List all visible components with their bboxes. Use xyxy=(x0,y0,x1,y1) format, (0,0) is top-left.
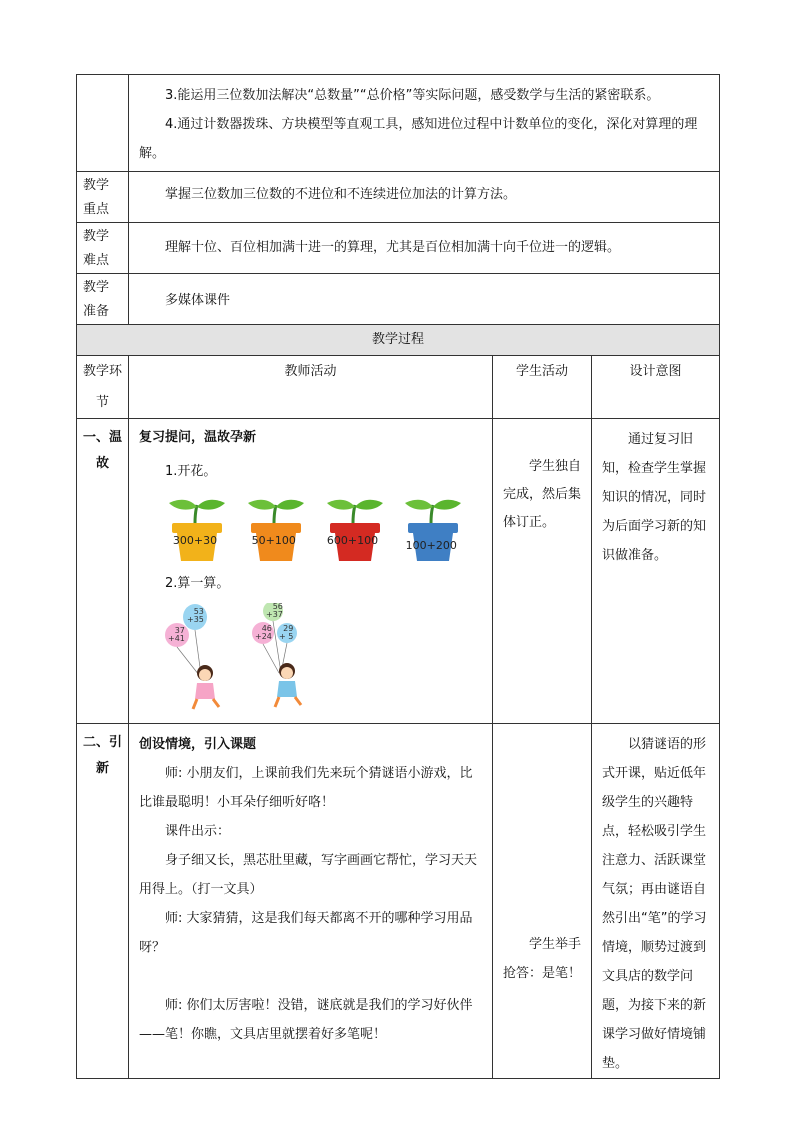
key-points-row xyxy=(77,172,720,223)
objective-4: 4.通过计数器拨珠、方块模型等直观工具，感知进位过程中计数单位的变化，深化对算理的理解。 xyxy=(139,117,698,161)
section1-intent: 通过复习旧知，检查学生掌握知识的情况，同时为后面学习新的知识做准备。 xyxy=(602,432,707,563)
preparation-row xyxy=(77,274,720,325)
section2-p5: 师: 你们太厉害啦！没错，谜底就是我们的学习好伙伴——笔！你瞧，文具店里就摆着好多笔呢！ xyxy=(139,998,473,1042)
section2-p3: 身子细又长，黑芯肚里藏，写字画画它帮忙，学习天天用得上。（打一文具） xyxy=(139,853,478,897)
task1-label: 1.开花。 xyxy=(165,464,217,479)
header-teacher: 教师活动 xyxy=(129,356,493,419)
balloon-2: 37 +41 xyxy=(168,626,185,643)
balloon-illustration xyxy=(163,603,482,715)
lesson-plan-page xyxy=(76,74,719,1079)
header-stage: 教学环节 xyxy=(77,356,129,419)
balloon-4: 46 +24 xyxy=(255,624,272,641)
key-points-label: 教学 重点 xyxy=(77,172,129,223)
process-title: 教学过程 xyxy=(77,325,720,356)
process-title-row xyxy=(77,325,720,356)
flower-pots xyxy=(167,493,482,565)
section2-stage: 二、引新 xyxy=(77,724,129,1079)
lesson-plan-table xyxy=(76,74,720,1079)
section1-heading: 复习提问，温故孕新 xyxy=(139,430,257,445)
section2-intent: 以猜谜语的形式开课，贴近低年级学生的兴趣特点，轻松吸引学生注意力、活跃课堂气氛；再由谜语自然引出“笔”的学习情境，顺势过渡到文具店的数学问题，为接下来的新课学习做好情境铺垫。 xyxy=(602,737,707,1071)
section2-student: 学生举手抢答：是笔！ xyxy=(503,937,582,981)
flower-pot-3 xyxy=(325,493,404,565)
header-intent: 设计意图 xyxy=(592,356,720,419)
balloon-1: 53 +35 xyxy=(187,607,204,624)
section1-row xyxy=(77,419,720,724)
section2-p1: 师: 小朋友们，上课前我们先来玩个猜谜语小游戏，比比谁最聪明！小耳朵仔细听好咯！ xyxy=(139,766,473,810)
pot-expression-4: 100+200 xyxy=(405,539,457,552)
pot-expression-2: 50+100 xyxy=(251,534,296,547)
difficulties-text: 理解十位、百位相加满十进一的算理，尤其是百位相加满十向千位进一的逻辑。 xyxy=(165,240,621,255)
flower-pot-2 xyxy=(246,493,325,565)
section2-p4: 师: 大家猜猜，这是我们每天都离不开的哪种学习用品呀？ xyxy=(139,911,473,955)
flower-pot-4 xyxy=(403,493,482,565)
section2-row xyxy=(77,724,720,1079)
section1-stage: 一、温故 xyxy=(77,419,129,724)
flower-pot-1 xyxy=(167,493,246,565)
pot-expression-1: 300+30 xyxy=(172,534,218,547)
process-header-row xyxy=(77,356,720,419)
pot-expression-3: 600+100 xyxy=(326,534,379,547)
balloon-3: 56 +37 xyxy=(266,602,283,619)
task2-label: 2.算一算。 xyxy=(165,576,230,591)
section1-teacher xyxy=(129,419,493,724)
objectives-row xyxy=(77,75,720,172)
preparation-text: 多媒体课件 xyxy=(165,293,231,308)
header-student: 学生活动 xyxy=(493,356,592,419)
section2-heading: 创设情境，引入课题 xyxy=(139,737,257,752)
key-points-text: 掌握三位数加三位数的不进位和不连续进位加法的计算方法。 xyxy=(165,187,517,202)
difficulties-row xyxy=(77,223,720,274)
section2-teacher xyxy=(129,724,493,1079)
preparation-label: 教学 准备 xyxy=(77,274,129,325)
section1-student: 学生独自完成，然后集体订正。 xyxy=(503,459,582,530)
objective-3: 3.能运用三位数加法解决“总数量”“总价格”等实际问题，感受数学与生活的紧密联系。 xyxy=(165,88,660,103)
balloon-5: 29 + 5 xyxy=(279,624,294,641)
section2-p2: 课件出示： xyxy=(165,824,231,839)
difficulties-label: 教学 难点 xyxy=(77,223,129,274)
